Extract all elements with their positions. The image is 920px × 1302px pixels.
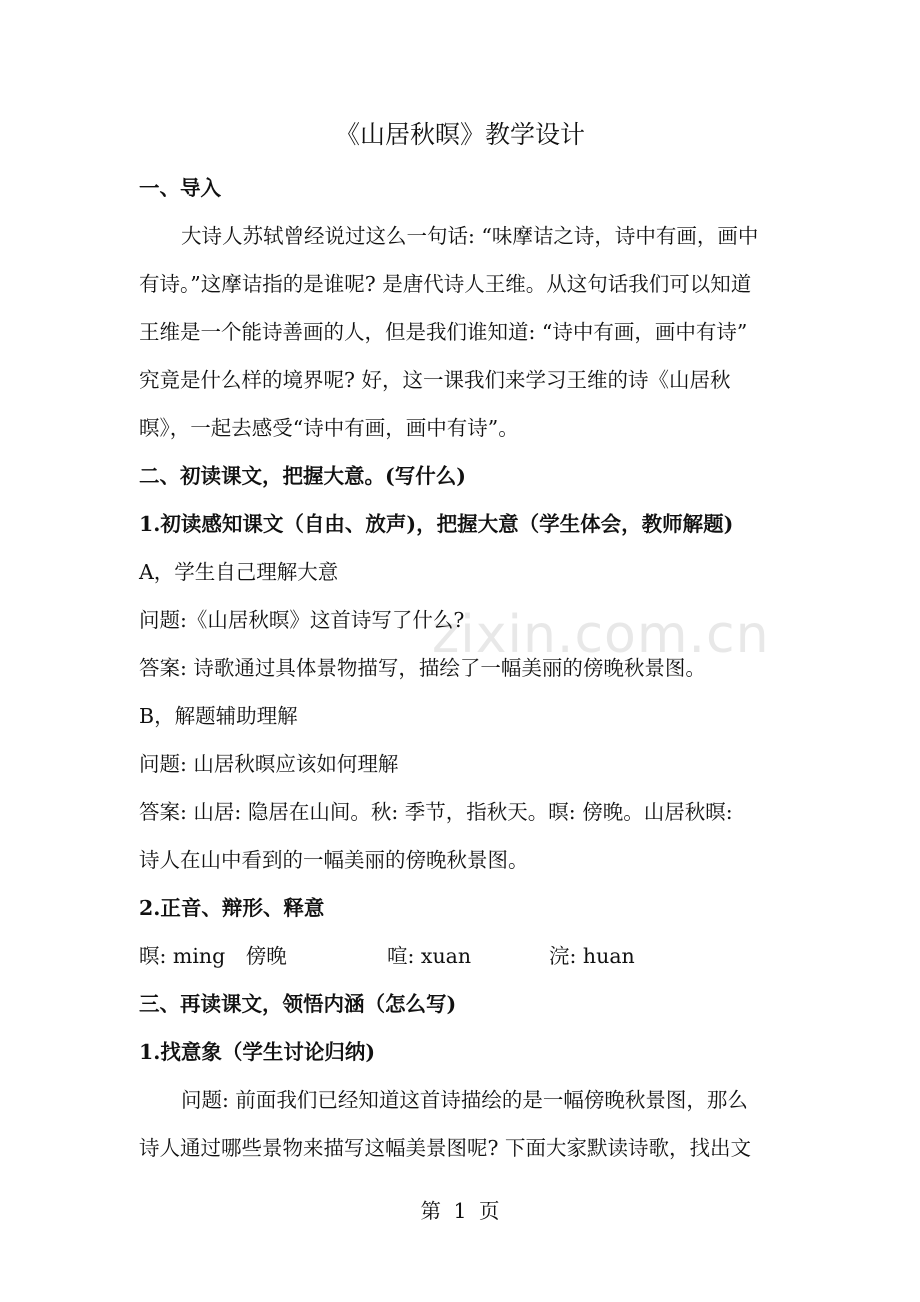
paragraph-line: B，解题辅助理解 [139,704,298,728]
paragraph-line: 诗人通过哪些景物来描写这幅美景图呢? 下面大家默读诗歌，找出文 [139,1136,752,1160]
answer-line: 答案: 诗歌通过具体景物描写，描绘了一幅美丽的傍晚秋景图。 [139,656,706,680]
document-title: 《山居秋暝》教学设计 [334,120,585,149]
paragraph-line: 王维是一个能诗善画的人，但是我们谁知道: “诗中有画，画中有诗” [139,320,748,344]
pronunciation-item: 喧: xuan [387,944,472,968]
paragraph-line: 究竟是什么样的境界呢? 好，这一课我们来学习王维的诗《山居秋 [139,368,731,392]
paragraph-line: 大诗人苏轼曾经说过这么一句话: “味摩诘之诗，诗中有画，画中 [181,224,759,248]
paragraph-line: 暝》，一起去感受“诗中有画，画中有诗”。 [139,416,519,440]
answer-line: 答案: 山居: 隐居在山间。秋: 季节，指秋天。暝: 傍晚。山居秋暝: [139,800,733,824]
section-heading-2: 二、初读课文，把握大意。(写什么) [139,464,466,488]
question-line: 问题: 山居秋暝应该如何理解 [139,752,399,776]
subsection-heading: 1.初读感知课文（自由、放声)，把握大意（学生体会，教师解题) [139,512,734,536]
watermark: zixin.com.cn [432,605,770,665]
pronunciation-item: 浣: huan [549,944,635,968]
paragraph-line: 问题: 前面我们已经知道这首诗描绘的是一幅傍晚秋景图，那么 [181,1088,748,1112]
paragraph-line: A，学生自己理解大意 [139,560,339,584]
page-footer: 第 1 页 [420,1199,500,1223]
answer-line: 诗人在山中看到的一幅美丽的傍晚秋景图。 [139,848,529,872]
subsection-heading: 2.正音、辩形、释意 [139,896,325,920]
section-heading-3: 三、再读课文，领悟内涵（怎么写) [139,992,457,1016]
subsection-heading: 1.找意象（学生讨论归纳) [139,1040,376,1064]
section-heading-1: 一、导入 [139,176,221,200]
paragraph-line: 有诗。”这摩诘指的是谁呢? 是唐代诗人王维。从这句话我们可以知道 [139,272,752,296]
question-line: 问题:《山居秋暝》这首诗写了什么? [139,608,465,632]
pronunciation-item: 暝: ming 傍晚 [139,944,287,968]
